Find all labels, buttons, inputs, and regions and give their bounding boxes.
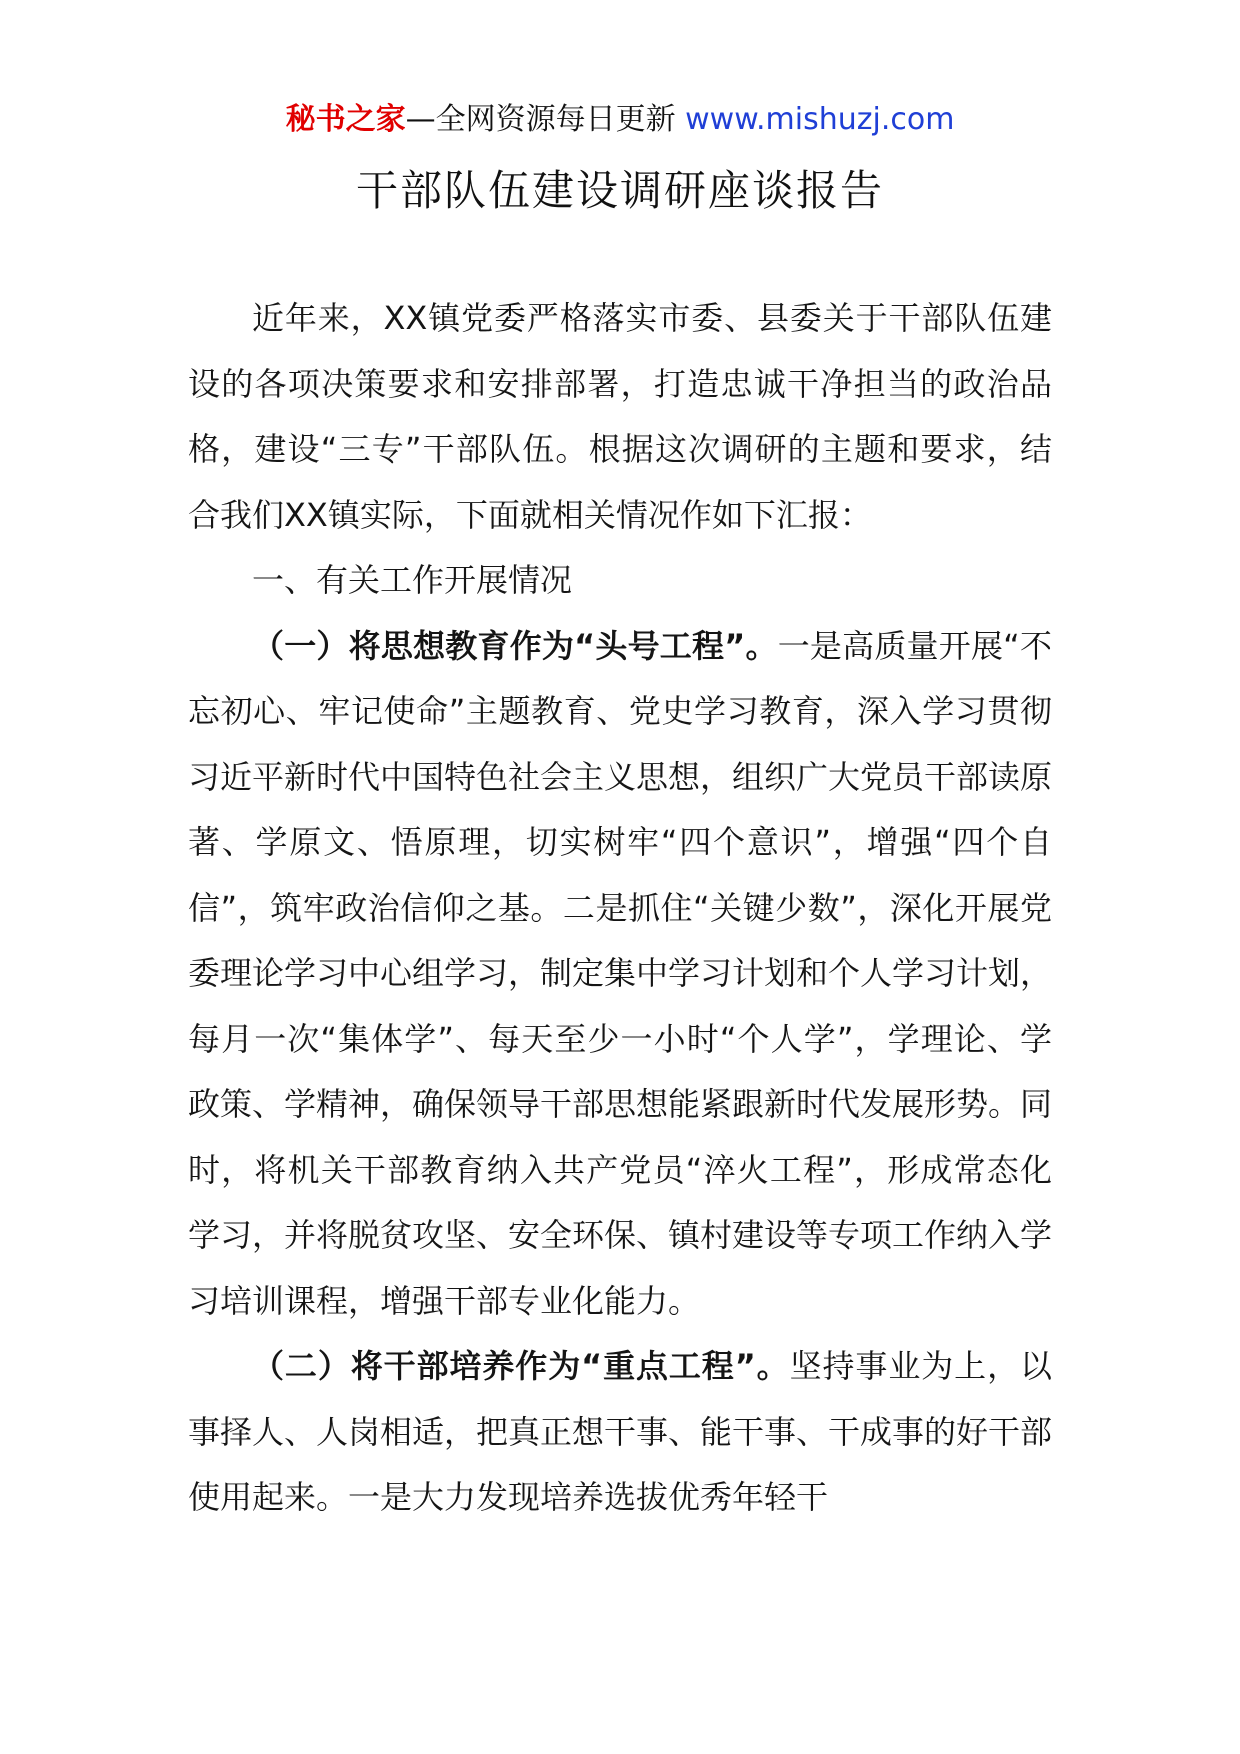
intro-paragraph: 近年来，XX镇党委严格落实市委、县委关于干部队伍建设的各项决策要求和安排部署，打造忠诚干净担当的政治品格，建设“三专”干部队伍。根据这次调研的主题和要求，结合我们XX镇实际，下面就相关情况作如下汇报： [188,299,1052,534]
header-banner [0,100,1240,140]
subsection-paragraph-2 [188,1334,1052,1531]
subsection-heading-2: （二）将干部培养作为“重点工程”。 [252,1347,790,1385]
subsection-heading-1: （一）将思想教育作为“头号工程”。 [252,626,778,665]
subsection-body-1: 一是高质量开展“不忘初心、牢记使命”主题教育、党史学习教育，深入学习贯彻习近平新时代中国特色社会主义思想，组织广大党员干部读原著、学原文、悟原理，切实树牢“四个意识”，增强“四个自信”，筑牢政治信仰之基。二是抓住“关键少数”，深化开展党委理论学习中心组学习，制定集中学习计划和个人学习计划，每月一次“集体学”、每天至少一小时“个人学”，学理论、学政策、学精神，确保领导干部思想能紧跟新时代发展形势。同时，将机关干部教育纳入共产党员“淬火工程”，形成常态化学习，并将脱贫攻坚、安全环保、镇村建设等专项工作纳入学习培训课程，增强干部专业化能力。 [188,626,1053,1320]
document-body [188,286,1052,1531]
header-slogan: —全网资源每日更新 [405,102,686,137]
section-heading: 一、有关工作开展情况 [252,561,573,599]
brand-name: 秘书之家 [285,102,406,137]
site-link[interactable]: www.mishuzj.com [685,102,955,137]
subsection-paragraph-1 [188,614,1052,1335]
document-title: 干部队伍建设调研座谈报告 [355,166,884,215]
subsection-body-2: 坚持事业为上，以事择人、人岗相适，把真正想干事、能干事、干成事的好干部使用起来。一是大力发现培养选拔优秀年轻干 [188,1347,1053,1516]
